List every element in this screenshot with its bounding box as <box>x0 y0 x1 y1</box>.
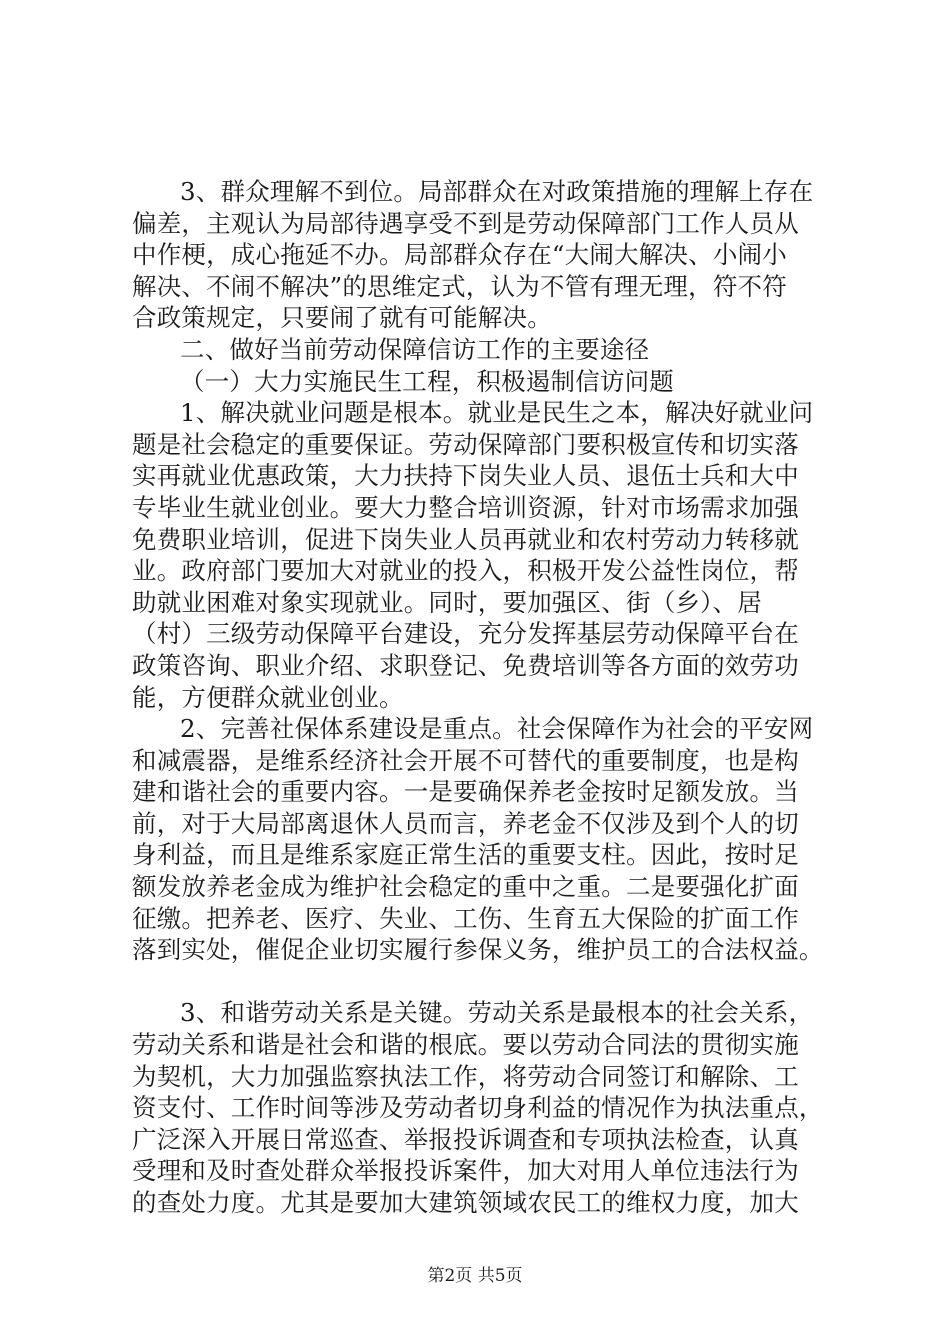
text-line: 2、完善社保体系建设是重点。社会保障作为社会的平安网 <box>180 714 814 744</box>
text-line: 落到实处，催促企业切实履行参保义务，维护员工的合法权益。 <box>132 935 824 965</box>
blank-line <box>132 966 848 998</box>
text-line: 能，方便群众就业创业。 <box>132 682 404 712</box>
text-line: 业。政府部门要加大对就业的投入，积极开发公益性岗位，帮 <box>132 556 799 586</box>
text-line: 身利益，而且是维系家庭正常生活的重要支柱。因此，按时足 <box>132 840 799 870</box>
text-line: 解决、不闹不解决”的思维定式，认为不管有理无理，符不符 <box>132 271 787 301</box>
text-line: 免费职业培训，促进下岗失业人员再就业和农村劳动力转移就 <box>132 524 799 554</box>
text-line: 实再就业优惠政策，大力扶持下岗失业人员、退伍士兵和大中 <box>132 461 799 491</box>
text-line: 二、做好当前劳动保障信访工作的主要途径 <box>180 334 650 364</box>
text-line: 征缴。把养老、医疗、失业、工伤、生育五大保险的扩面工作 <box>132 903 799 933</box>
text-line: 偏差，主观认为局部待遇享受不到是劳动保障部门工作人员从 <box>132 208 799 238</box>
document-body <box>132 176 848 1219</box>
text-line: 劳动关系和谐是社会和谐的根底。要以劳动合同法的贯彻实施 <box>132 1030 799 1060</box>
text-line: 的查处力度。尤其是要加大建筑领域农民工的维权力度，加大 <box>132 1188 799 1217</box>
text-line: 受理和及时查处群众举报投诉案件，加大对用人单位违法行为 <box>132 1156 799 1186</box>
text-line: 和减震器，是维系经济社会开展不可替代的重要制度，也是构 <box>132 745 799 775</box>
text-line: 专毕业生就业创业。要大力整合培训资源，针对市场需求加强 <box>132 492 799 522</box>
text-line: 为契机，大力加强监察执法工作，将劳动合同签订和解除、工 <box>132 1061 799 1091</box>
text-line: 中作梗，成心拖延不办。局部群众存在“大闹大解决、小闹小 <box>132 240 787 270</box>
text-line: 额发放养老金成为维护社会稳定的重中之重。二是要强化扩面 <box>132 872 799 902</box>
text-line: 建和谐社会的重要内容。一是要确保养老金按时足额发放。当 <box>132 777 799 807</box>
page-footer: 第2页 共5页 <box>427 1266 523 1286</box>
text-line: （村）三级劳动保障平台建设，充分发挥基层劳动保障平台在 <box>132 619 799 649</box>
text-line: 广泛深入开展日常巡查、举报投诉调查和专项执法检查，认真 <box>132 1124 799 1154</box>
text-line: 助就业困难对象实现就业。同时，要加强区、街（乡）、居 <box>132 587 762 617</box>
text-line: 3、群众理解不到位。局部群众在对政策措施的理解上存在 <box>180 177 814 206</box>
text-line: 前，对于大局部离退休人员而言，养老金不仅涉及到个人的切 <box>132 808 799 838</box>
text-line: 合政策规定，只要闹了就有可能解决。 <box>132 303 552 333</box>
text-line: 3、和谐劳动关系是关键。劳动关系是最根本的社会关系， <box>180 998 814 1028</box>
text-line: （一）大力实施民生工程，积极遏制信访问题 <box>180 366 674 396</box>
text-line: 资支付、工作时间等涉及劳动者切身利益的情况作为执法重点， <box>132 1093 824 1123</box>
text-line: 1、解决就业问题是根本。就业是民生之本，解决好就业问 <box>180 398 814 428</box>
text-line: 题是社会稳定的重要保证。劳动保障部门要积极宣传和切实落 <box>132 429 799 459</box>
text-line: 政策咨询、职业介绍、求职登记、免费培训等各方面的效劳功 <box>132 650 799 680</box>
